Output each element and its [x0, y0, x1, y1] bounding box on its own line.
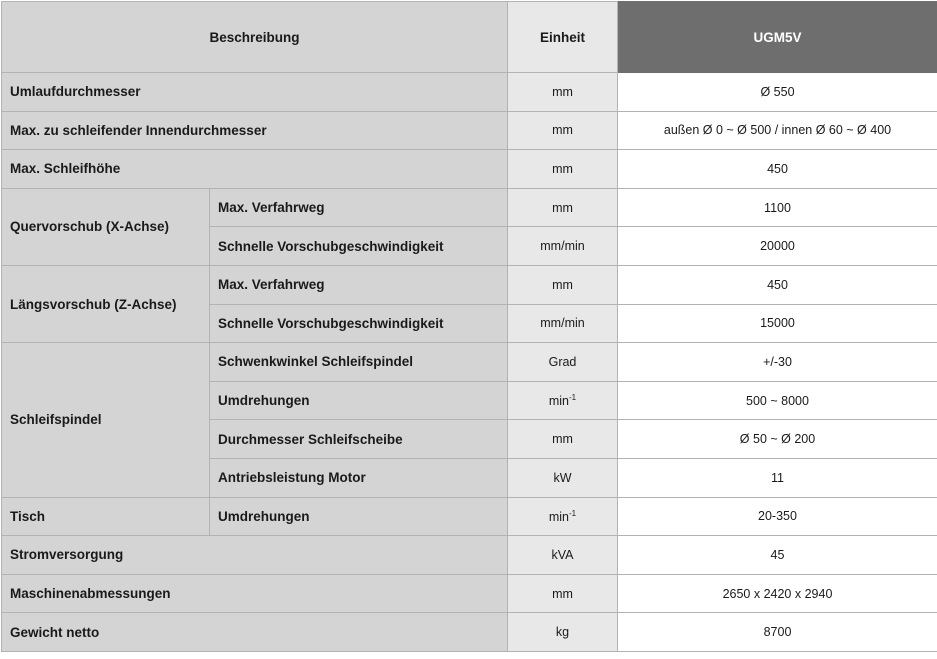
row-unit: mm [508, 188, 618, 227]
table-row [2, 111, 937, 150]
table-row [2, 497, 937, 536]
row-unit [508, 497, 618, 536]
unit-exponent: -1 [569, 509, 576, 518]
row-label: Schwenkwinkel Schleifspindel [210, 343, 508, 382]
row-value: 15000 [618, 304, 937, 343]
row-unit [508, 381, 618, 420]
row-label: Schnelle Vorschubgeschwindigkeit [210, 304, 508, 343]
row-label: Umlaufdurchmesser [2, 73, 508, 112]
row-label: Max. Verfahrweg [210, 265, 508, 304]
row-value: 45 [618, 536, 937, 575]
group-label: Längsvorschub (Z-Achse) [2, 265, 210, 342]
row-label: Max. Verfahrweg [210, 188, 508, 227]
row-label: Schnelle Vorschubgeschwindigkeit [210, 227, 508, 266]
header-description: Beschreibung [2, 2, 508, 73]
row-value: 20000 [618, 227, 937, 266]
row-unit: mm [508, 574, 618, 613]
group-label: Tisch [2, 497, 210, 536]
row-unit: kVA [508, 536, 618, 575]
table-row [2, 188, 937, 227]
spec-table [1, 1, 937, 652]
row-value: Ø 50 ~ Ø 200 [618, 420, 937, 459]
row-unit: mm [508, 73, 618, 112]
row-value: 1100 [618, 188, 937, 227]
row-value: 450 [618, 265, 937, 304]
row-value: 11 [618, 458, 937, 497]
group-label: Schleifspindel [2, 343, 210, 497]
unit-text: min [549, 394, 569, 408]
row-unit: kg [508, 613, 618, 652]
row-value: +/-30 [618, 343, 937, 382]
row-unit: mm [508, 150, 618, 189]
row-unit: mm [508, 265, 618, 304]
row-unit: mm/min [508, 304, 618, 343]
row-label: Antriebsleistung Motor [210, 458, 508, 497]
row-value: 8700 [618, 613, 937, 652]
row-value: 2650 x 2420 x 2940 [618, 574, 937, 613]
row-label: Max. zu schleifender Innendurchmesser [2, 111, 508, 150]
row-label: Durchmesser Schleifscheibe [210, 420, 508, 459]
row-label: Gewicht netto [2, 613, 508, 652]
row-label: Umdrehungen [210, 381, 508, 420]
header-unit: Einheit [508, 2, 618, 73]
row-unit: mm [508, 420, 618, 459]
row-unit: kW [508, 458, 618, 497]
row-value: außen Ø 0 ~ Ø 500 / innen Ø 60 ~ Ø 400 [618, 111, 937, 150]
table-row [2, 574, 937, 613]
row-value: 500 ~ 8000 [618, 381, 937, 420]
table-row [2, 613, 937, 652]
row-value: 450 [618, 150, 937, 189]
row-unit: mm [508, 111, 618, 150]
row-unit: mm/min [508, 227, 618, 266]
header-model: UGM5V [618, 2, 937, 73]
row-value: Ø 550 [618, 73, 937, 112]
row-label: Max. Schleifhöhe [2, 150, 508, 189]
row-value: 20-350 [618, 497, 937, 536]
unit-text: min [549, 510, 569, 524]
row-label: Maschinenabmessungen [2, 574, 508, 613]
unit-exponent: -1 [569, 393, 576, 402]
group-label: Quervorschub (X-Achse) [2, 188, 210, 265]
table-row [2, 536, 937, 575]
row-label: Umdrehungen [210, 497, 508, 536]
table-row [2, 265, 937, 304]
table-row [2, 150, 937, 189]
row-label: Stromversorgung [2, 536, 508, 575]
table-row [2, 73, 937, 112]
row-unit: Grad [508, 343, 618, 382]
header-row [2, 2, 937, 73]
table-row [2, 343, 937, 382]
